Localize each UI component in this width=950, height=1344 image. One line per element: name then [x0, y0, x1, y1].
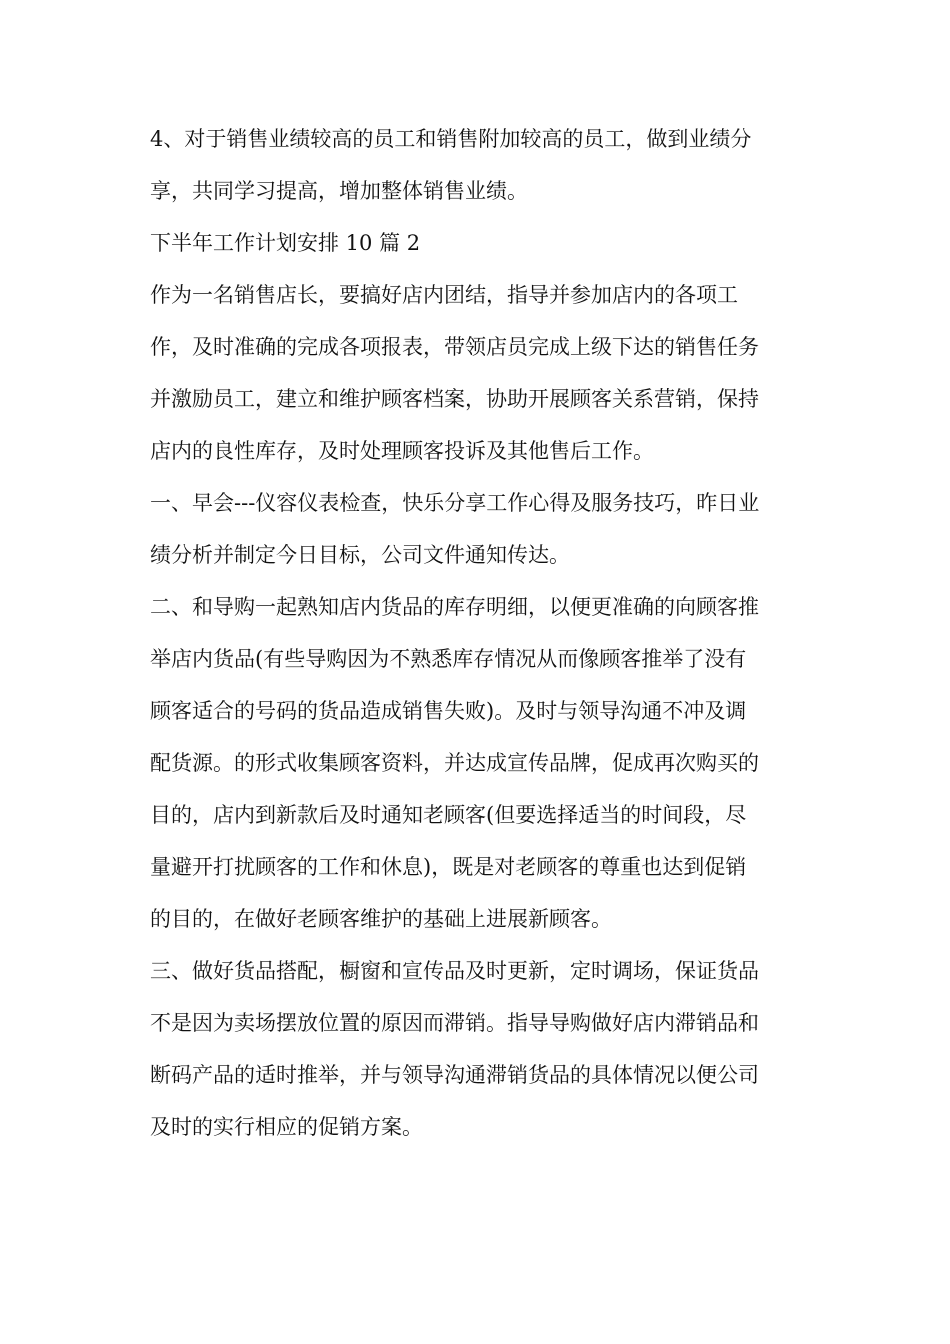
paragraph-three [150, 945, 800, 1153]
text-line: 绩分析并制定今日目标，公司文件通知传达。 [150, 543, 570, 567]
paragraph-intro [150, 113, 800, 217]
text-line: 作，及时准确的完成各项报表，带领店员完成上级下达的销售任务 [150, 335, 759, 359]
text-line: 量避开打扰顾客的工作和休息)，既是对老顾客的尊重也达到促销 [150, 855, 747, 879]
section-title: 下半年工作计划安排 10 篇 2 [150, 231, 421, 255]
text-line: 的目的，在做好老顾客维护的基础上进展新顾客。 [150, 907, 612, 931]
text-line: 三、做好货品搭配，橱窗和宣传品及时更新，定时调场，保证货品 [150, 959, 759, 983]
text-line: 配货源。的形式收集顾客资料，并达成宣传品牌，促成再次购买的 [150, 751, 759, 775]
text-line: 并激励员工，建立和维护顾客档案，协助开展顾客关系营销，保持 [150, 387, 759, 411]
text-line: 享，共同学习提高，增加整体销售业绩。 [150, 179, 528, 203]
text-line: 作为一名销售店长，要搞好店内团结，指导并参加店内的各项工 [150, 283, 738, 307]
text-line: 一、早会---仪容仪表检查，快乐分享工作心得及服务技巧，昨日业 [150, 491, 760, 515]
text-line: 顾客适合的号码的货品造成销售失败)。及时与领导沟通不冲及调 [150, 699, 747, 723]
paragraph-role [150, 269, 800, 477]
paragraph-one [150, 477, 800, 581]
text-line: 目的，店内到新款后及时通知老顾客(但要选择适当的时间段，尽 [150, 803, 747, 827]
text-line: 断码产品的适时推举，并与领导沟通滞销货品的具体情况以便公司 [150, 1063, 759, 1087]
text-line: 二、和导购一起熟知店内货品的库存明细，以便更准确的向顾客推 [150, 595, 759, 619]
paragraph-two [150, 581, 800, 945]
text-line: 不是因为卖场摆放位置的原因而滞销。指导导购做好店内滞销品和 [150, 1011, 759, 1035]
text-line: 举店内货品(有些导购因为不熟悉库存情况从而像顾客推举了没有 [150, 647, 747, 671]
text-line: 4、对于销售业绩较高的员工和销售附加较高的员工，做到业绩分 [150, 127, 752, 151]
text-line: 及时的实行相应的促销方案。 [150, 1115, 423, 1139]
text-line: 店内的良性库存，及时处理顾客投诉及其他售后工作。 [150, 439, 654, 463]
document-body [150, 113, 800, 1153]
